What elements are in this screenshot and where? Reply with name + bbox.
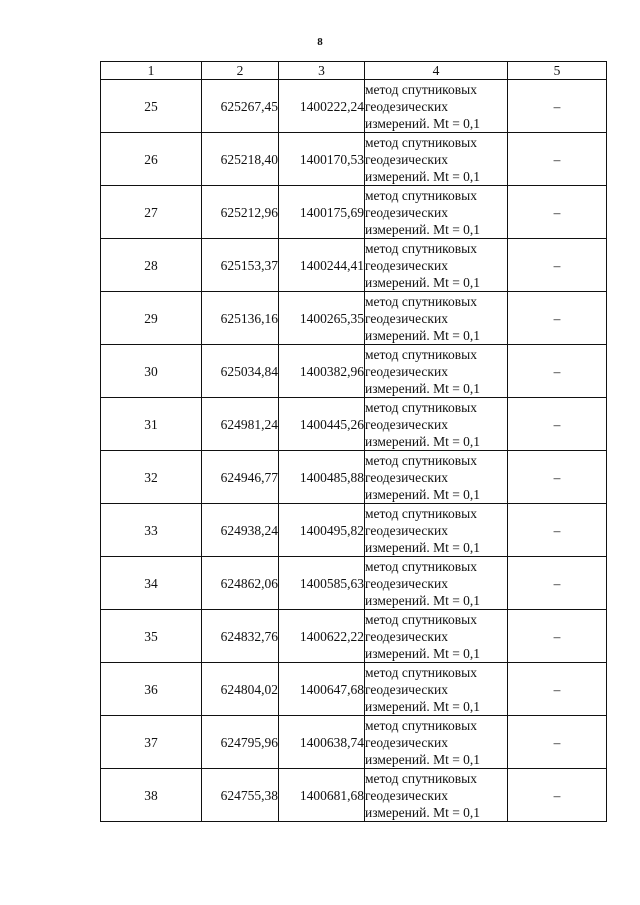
x-coordinate-cell: 625136,16 bbox=[202, 292, 279, 345]
method-line: метод спутниковых bbox=[365, 558, 477, 574]
table-row bbox=[101, 239, 607, 292]
point-number-cell: 35 bbox=[101, 610, 202, 663]
method-line: метод спутниковых bbox=[365, 452, 477, 468]
method-cell bbox=[365, 239, 508, 292]
coordinates-table bbox=[100, 61, 607, 822]
x-coordinate-cell: 625034,84 bbox=[202, 345, 279, 398]
method-line: метод спутниковых bbox=[365, 664, 477, 680]
method-cell bbox=[365, 716, 508, 769]
column-header: 2 bbox=[202, 62, 279, 80]
method-cell bbox=[365, 133, 508, 186]
note-cell: – bbox=[508, 398, 607, 451]
column-header: 5 bbox=[508, 62, 607, 80]
method-line: измерений. Mt = 0,1 bbox=[365, 168, 481, 184]
table-row bbox=[101, 451, 607, 504]
x-coordinate-cell: 625153,37 bbox=[202, 239, 279, 292]
method-line: метод спутниковых bbox=[365, 81, 477, 97]
note-cell: – bbox=[508, 663, 607, 716]
method-line: метод спутниковых bbox=[365, 399, 477, 415]
note-cell: – bbox=[508, 557, 607, 610]
method-line: геодезических bbox=[365, 363, 448, 379]
note-cell: – bbox=[508, 80, 607, 133]
y-coordinate-cell: 1400244,41 bbox=[279, 239, 365, 292]
note-cell: – bbox=[508, 769, 607, 822]
point-number-cell: 38 bbox=[101, 769, 202, 822]
method-line: измерений. Mt = 0,1 bbox=[365, 327, 481, 343]
method-line: геодезических bbox=[365, 681, 448, 697]
y-coordinate-cell: 1400485,88 bbox=[279, 451, 365, 504]
method-line: геодезических bbox=[365, 151, 448, 167]
method-line: измерений. Mt = 0,1 bbox=[365, 274, 481, 290]
method-line: геодезических bbox=[365, 787, 448, 803]
table-row bbox=[101, 186, 607, 239]
method-line: метод спутниковых bbox=[365, 293, 477, 309]
method-line: геодезических bbox=[365, 257, 448, 273]
method-cell bbox=[365, 451, 508, 504]
column-header: 1 bbox=[101, 62, 202, 80]
y-coordinate-cell: 1400445,26 bbox=[279, 398, 365, 451]
method-cell bbox=[365, 663, 508, 716]
table-row bbox=[101, 769, 607, 822]
note-cell: – bbox=[508, 716, 607, 769]
y-coordinate-cell: 1400175,69 bbox=[279, 186, 365, 239]
method-line: геодезических bbox=[365, 575, 448, 591]
y-coordinate-cell: 1400647,68 bbox=[279, 663, 365, 716]
method-line: геодезических bbox=[365, 734, 448, 750]
method-cell bbox=[365, 292, 508, 345]
y-coordinate-cell: 1400170,53 bbox=[279, 133, 365, 186]
method-cell bbox=[365, 80, 508, 133]
x-coordinate-cell: 625212,96 bbox=[202, 186, 279, 239]
y-coordinate-cell: 1400622,22 bbox=[279, 610, 365, 663]
x-coordinate-cell: 625267,45 bbox=[202, 80, 279, 133]
method-cell bbox=[365, 186, 508, 239]
method-line: геодезических bbox=[365, 310, 448, 326]
note-cell: – bbox=[508, 345, 607, 398]
point-number-cell: 26 bbox=[101, 133, 202, 186]
point-number-cell: 28 bbox=[101, 239, 202, 292]
method-cell bbox=[365, 398, 508, 451]
table-row bbox=[101, 663, 607, 716]
table-row bbox=[101, 292, 607, 345]
method-line: измерений. Mt = 0,1 bbox=[365, 486, 481, 502]
point-number-cell: 29 bbox=[101, 292, 202, 345]
table-row bbox=[101, 716, 607, 769]
page-number: 8 bbox=[317, 36, 323, 48]
note-cell: – bbox=[508, 292, 607, 345]
method-line: измерений. Mt = 0,1 bbox=[365, 698, 481, 714]
x-coordinate-cell: 624981,24 bbox=[202, 398, 279, 451]
x-coordinate-cell: 624804,02 bbox=[202, 663, 279, 716]
method-line: метод спутниковых bbox=[365, 505, 477, 521]
y-coordinate-cell: 1400681,68 bbox=[279, 769, 365, 822]
point-number-cell: 27 bbox=[101, 186, 202, 239]
table-row bbox=[101, 345, 607, 398]
point-number-cell: 36 bbox=[101, 663, 202, 716]
note-cell: – bbox=[508, 451, 607, 504]
table-row bbox=[101, 504, 607, 557]
point-number-cell: 31 bbox=[101, 398, 202, 451]
x-coordinate-cell: 625218,40 bbox=[202, 133, 279, 186]
method-line: геодезических bbox=[365, 522, 448, 538]
method-line: метод спутниковых bbox=[365, 611, 477, 627]
x-coordinate-cell: 624795,96 bbox=[202, 716, 279, 769]
method-line: метод спутниковых bbox=[365, 240, 477, 256]
x-coordinate-cell: 624832,76 bbox=[202, 610, 279, 663]
method-cell bbox=[365, 610, 508, 663]
point-number-cell: 33 bbox=[101, 504, 202, 557]
method-line: метод спутниковых bbox=[365, 346, 477, 362]
method-line: измерений. Mt = 0,1 bbox=[365, 804, 481, 820]
method-line: геодезических bbox=[365, 204, 448, 220]
method-line: метод спутниковых bbox=[365, 134, 477, 150]
table-header-row bbox=[101, 62, 607, 80]
table-row bbox=[101, 80, 607, 133]
method-line: измерений. Mt = 0,1 bbox=[365, 539, 481, 555]
method-cell bbox=[365, 345, 508, 398]
table-row bbox=[101, 398, 607, 451]
note-cell: – bbox=[508, 239, 607, 292]
method-line: измерений. Mt = 0,1 bbox=[365, 592, 481, 608]
method-line: измерений. Mt = 0,1 bbox=[365, 433, 481, 449]
method-line: измерений. Mt = 0,1 bbox=[365, 751, 481, 767]
method-line: геодезических bbox=[365, 416, 448, 432]
point-number-cell: 37 bbox=[101, 716, 202, 769]
method-line: геодезических bbox=[365, 98, 448, 114]
y-coordinate-cell: 1400222,24 bbox=[279, 80, 365, 133]
x-coordinate-cell: 624862,06 bbox=[202, 557, 279, 610]
y-coordinate-cell: 1400585,63 bbox=[279, 557, 365, 610]
table-body bbox=[101, 80, 607, 822]
x-coordinate-cell: 624938,24 bbox=[202, 504, 279, 557]
y-coordinate-cell: 1400638,74 bbox=[279, 716, 365, 769]
point-number-cell: 34 bbox=[101, 557, 202, 610]
y-coordinate-cell: 1400382,96 bbox=[279, 345, 365, 398]
method-line: геодезических bbox=[365, 628, 448, 644]
y-coordinate-cell: 1400495,82 bbox=[279, 504, 365, 557]
y-coordinate-cell: 1400265,35 bbox=[279, 292, 365, 345]
method-line: измерений. Mt = 0,1 bbox=[365, 645, 481, 661]
method-line: измерений. Mt = 0,1 bbox=[365, 115, 481, 131]
column-header: 4 bbox=[365, 62, 508, 80]
method-line: метод спутниковых bbox=[365, 770, 477, 786]
point-number-cell: 25 bbox=[101, 80, 202, 133]
point-number-cell: 32 bbox=[101, 451, 202, 504]
method-cell bbox=[365, 557, 508, 610]
note-cell: – bbox=[508, 186, 607, 239]
note-cell: – bbox=[508, 133, 607, 186]
note-cell: – bbox=[508, 610, 607, 663]
method-cell bbox=[365, 769, 508, 822]
method-line: метод спутниковых bbox=[365, 717, 477, 733]
table-row bbox=[101, 133, 607, 186]
x-coordinate-cell: 624946,77 bbox=[202, 451, 279, 504]
column-header: 3 bbox=[279, 62, 365, 80]
point-number-cell: 30 bbox=[101, 345, 202, 398]
table-row bbox=[101, 610, 607, 663]
table-row bbox=[101, 557, 607, 610]
method-line: измерений. Mt = 0,1 bbox=[365, 221, 481, 237]
method-line: метод спутниковых bbox=[365, 187, 477, 203]
x-coordinate-cell: 624755,38 bbox=[202, 769, 279, 822]
note-cell: – bbox=[508, 504, 607, 557]
method-line: геодезических bbox=[365, 469, 448, 485]
method-cell bbox=[365, 504, 508, 557]
method-line: измерений. Mt = 0,1 bbox=[365, 380, 481, 396]
